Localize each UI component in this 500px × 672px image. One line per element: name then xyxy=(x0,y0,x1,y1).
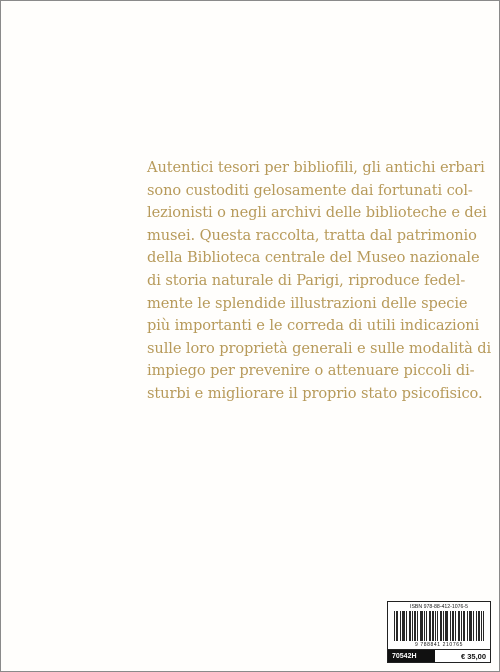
blurb-line: sulle loro proprietà generali e sulle modalità di xyxy=(147,339,492,357)
blurb-line: più importanti e le correda di utili indicazioni xyxy=(147,317,480,335)
price-label: € 35,00 xyxy=(435,650,490,662)
isbn-text: ISBN 978-88-412-1076-5 xyxy=(410,604,468,610)
blurb-line: mente le splendide illustrazioni delle specie xyxy=(147,294,468,312)
blurb-line: sturbi e migliorare il proprio stato psicofisico. xyxy=(147,384,483,402)
barcode-label xyxy=(387,601,491,663)
blurb-line: di storia naturale di Parigi, riproduce fedel- xyxy=(147,271,466,289)
blurb-line: sono custoditi gelosamente dai fortunati col- xyxy=(147,181,473,199)
blurb-line: lezionisti o negli archivi delle biblioteche e dei xyxy=(147,204,487,222)
barcode-footer xyxy=(388,649,490,662)
blurb-line: musei. Questa raccolta, tratta dal patrimonio xyxy=(147,226,477,244)
barcode-digits: 9 788841 210765 xyxy=(415,642,463,648)
blurb-line: della Biblioteca centrale del Museo nazionale xyxy=(147,249,480,267)
blurb-line: impiego per prevenire o attenuare piccoli di- xyxy=(147,362,475,380)
back-cover-blurb xyxy=(147,157,492,406)
blurb-line: Autentici tesori per bibliofili, gli antichi erbari xyxy=(147,159,485,176)
product-code: 70542H xyxy=(388,650,435,662)
barcode-bars-icon xyxy=(394,611,484,641)
